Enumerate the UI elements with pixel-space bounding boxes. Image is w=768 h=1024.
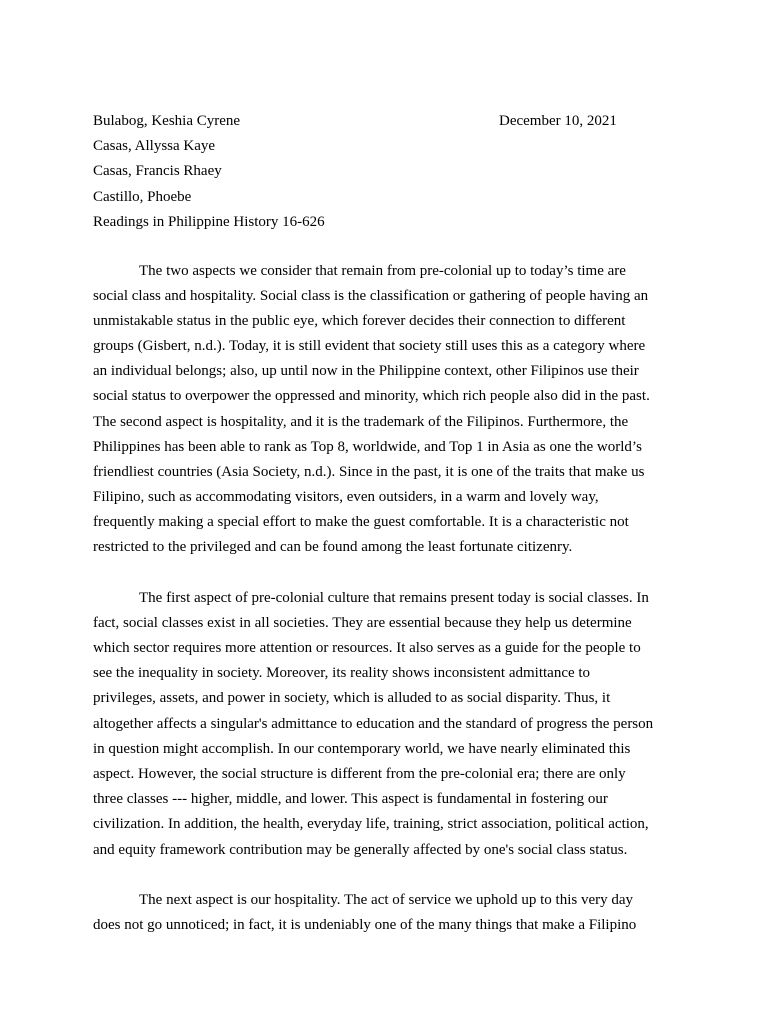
paragraph-line: see the inequality in society. Moreover, its reality shows inconsistent admittance to [93,665,591,681]
paragraph-line: three classes --- higher, middle, and lower. This aspect is fundamental in fostering our [93,791,608,807]
paragraph-line: The next aspect is our hospitality. The act of service we uphold up to this very day [139,892,634,908]
paragraph-line: frequently making a special effort to make the guest comfortable. It is a characteristic not [93,514,629,530]
document-date: December 10, 2021 [499,113,617,129]
author-name: Casas, Francis Rhaey [93,163,222,179]
paragraph-line: The first aspect of pre-colonial culture that remains present today is social classes. In [139,590,649,606]
course-title: Readings in Philippine History 16-626 [93,214,325,230]
paragraph-line: social status to overpower the oppressed and minority, which rich people also did in the past. [93,388,650,404]
paragraph-line: unmistakable status in the public eye, which forever decides their connection to different [93,313,626,329]
author-name: Bulabog, Keshia Cyrene [93,113,241,129]
paragraph-line: social class and hospitality. Social class is the classification or gathering of people having an [93,288,649,304]
paragraph-line: The second aspect is hospitality, and it is the trademark of the Filipinos. Furthermore, the [93,414,629,430]
paragraph-line: Filipino, such as accommodating visitors, even outsiders, in a warm and lovely way, [93,489,599,505]
paragraph-line: altogether affects a singular's admittance to education and the standard of progress the person [93,716,654,732]
paragraph-line: privileges, assets, and power in society, which is alluded to as social disparity. Thus, it [93,690,611,706]
paragraph-line: restricted to the privileged and can be found among the least fortunate citizenry. [93,539,573,555]
paragraph-line: fact, social classes exist in all societies. They are essential because they help us determine [93,615,632,631]
paragraph-line: does not go unnoticed; in fact, it is undeniably one of the many things that make a Filipino [93,917,637,933]
author-name: Casas, Allyssa Kaye [93,138,216,154]
paragraph-line: groups (Gisbert, n.d.). Today, it is still evident that society still uses this as a category where [93,338,646,354]
paragraph-line: Philippines has been able to rank as Top 8, worldwide, and Top 1 in Asia as one the world’s [93,439,642,455]
paragraph-line: which sector requires more attention or resources. It also serves as a guide for the people to [93,640,641,656]
paragraph-line: an individual belongs; also, up until now in the Philippine context, other Filipinos use their [93,363,639,379]
paragraph-line: in question might accomplish. In our contemporary world, we have nearly eliminated this [93,741,631,757]
author-name: Castillo, Phoebe [93,189,192,205]
paragraph-line: aspect. However, the social structure is different from the pre-colonial era; there are only [93,766,626,782]
paragraph-line: civilization. In addition, the health, everyday life, training, strict association, political action, [93,816,649,832]
paragraph-line: and equity framework contribution may be generally affected by one's social class status. [93,842,628,858]
paragraph-line: friendliest countries (Asia Society, n.d.). Since in the past, it is one of the traits that make us [93,464,645,480]
paragraph-line: The two aspects we consider that remain from pre-colonial up to today’s time are [139,263,626,279]
